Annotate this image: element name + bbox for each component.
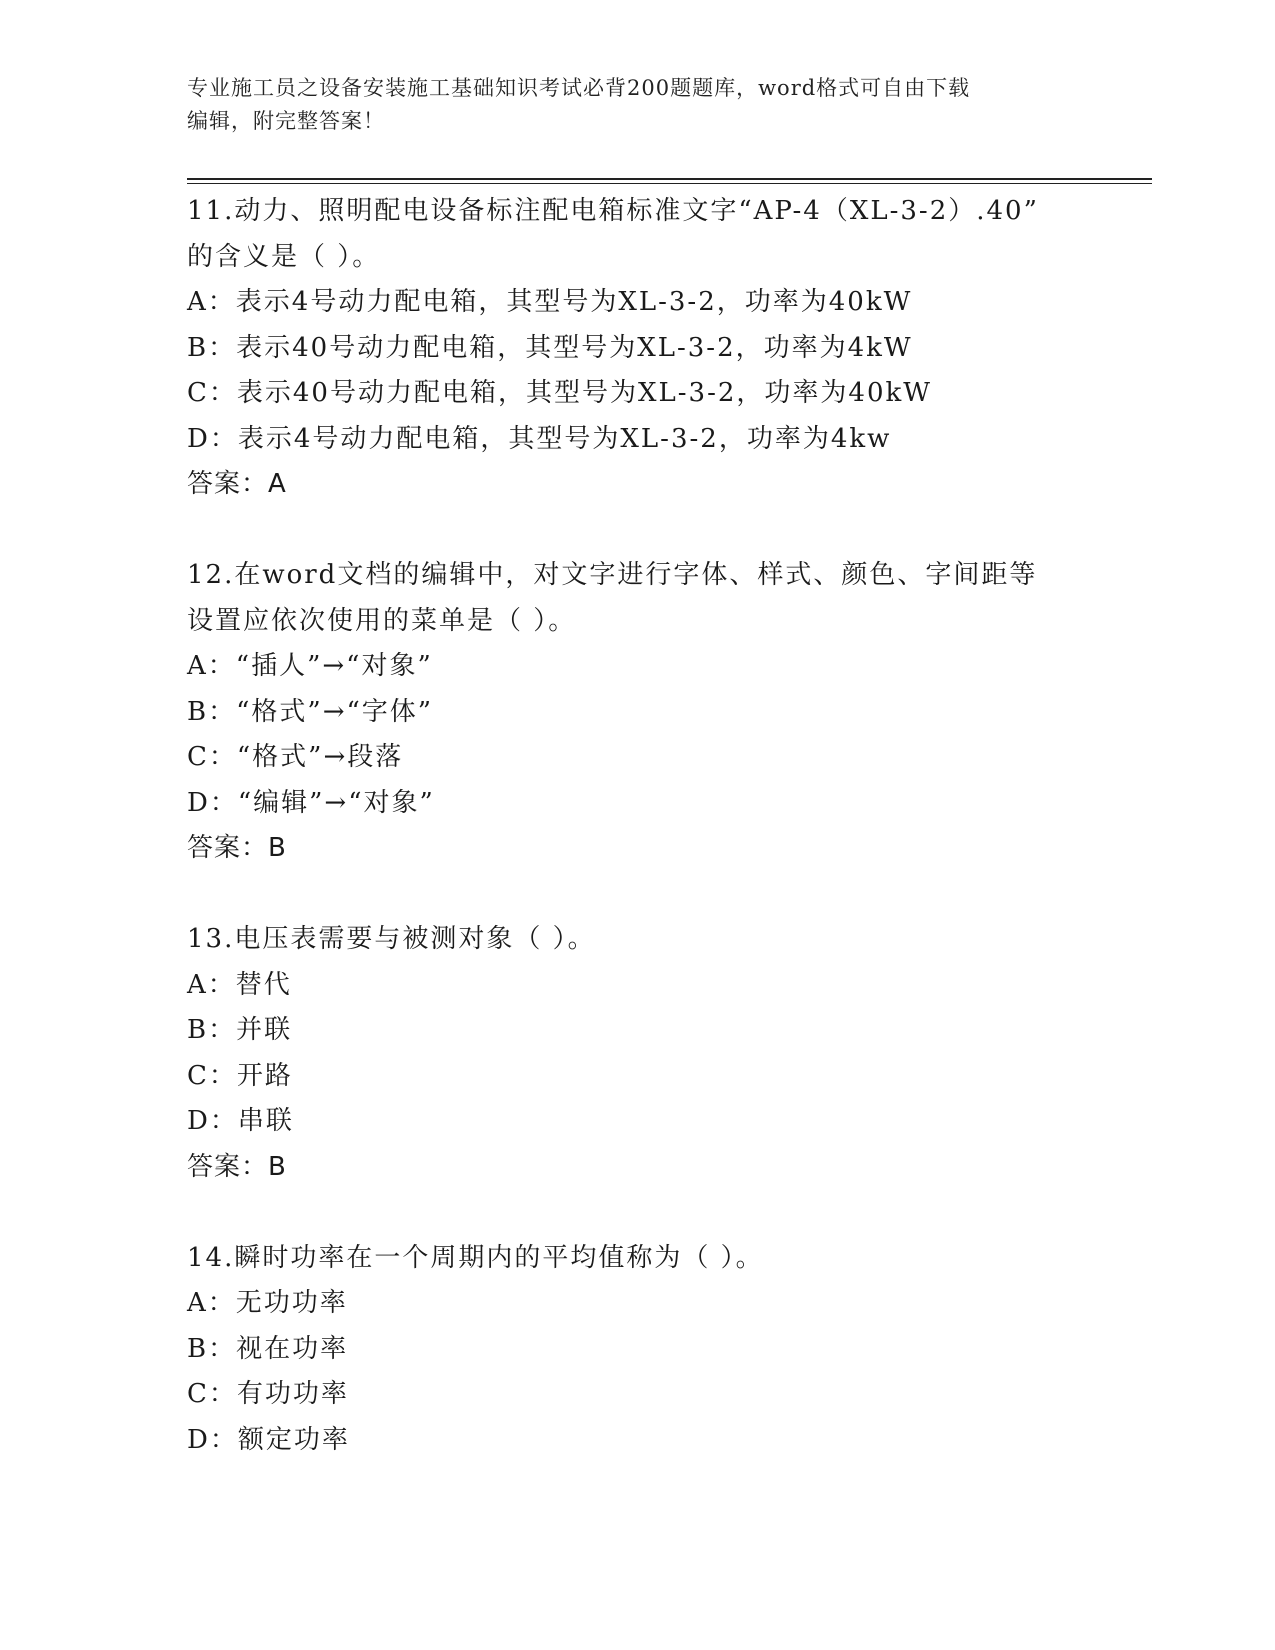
question-spacer [187,1190,1087,1236]
option-a: A：无功功率 [187,1288,348,1318]
question-spacer [187,508,1087,554]
option-b: B：表示40号动力配电箱，其型号为XL-3-2，功率为4kW [187,332,913,363]
question-spacer [187,872,1087,918]
header-rule-thin [187,183,1152,184]
header-rule-thick [187,178,1152,180]
option-c: C：开路 [187,1060,293,1091]
option-b: B：“格式”→“字体” [187,696,434,727]
option-d: D：额定功率 [187,1424,350,1455]
question-12 [187,553,1087,872]
option-d: D：表示4号动力配电箱，其型号为XL-3-2，功率为4kw [187,423,892,454]
question-11 [187,189,1087,508]
option-c: C：表示40号动力配电箱，其型号为XL-3-2，功率为40kW [187,378,932,408]
question-13 [187,917,1087,1190]
option-b: B：视在功率 [187,1333,349,1364]
header-line-1: 专业施工员之设备安装施工基础知识考试必背200题题库，word格式可自由下载 [187,76,971,100]
header-line-2: 编辑，附完整答案！ [187,109,385,133]
question-stem: 13.电压表需要与被测对象（ ）。 [187,924,596,954]
question-stem: 14.瞬时功率在一个周期内的平均值称为（ ）。 [187,1242,764,1273]
answer: 答案：B [187,833,287,863]
option-d: D：“编辑”→“对象” [187,787,435,818]
option-a: A：替代 [187,969,292,1000]
answer: 答案：B [187,1151,287,1182]
document-header [187,72,1067,138]
option-d: D：串联 [187,1106,294,1136]
option-b: B：并联 [187,1015,293,1045]
option-a: A：“插人”→“对象” [187,651,433,681]
question-stem-continued: 的含义是（ ）。 [187,241,381,272]
question-list [187,189,1087,1463]
question-14 [187,1236,1087,1464]
question-stem: 11.动力、照明配电设备标注配电箱标准文字“AP-4（XL-3-2）.40” [187,196,1039,226]
question-stem: 12.在word文档的编辑中，对文字进行字体、样式、颜色、字间距等 [187,560,1038,590]
option-c: C：“格式”→段落 [187,742,404,772]
question-stem-continued: 设置应依次使用的菜单是（ ）。 [187,605,577,636]
option-c: C：有功功率 [187,1379,349,1409]
answer: 答案：A [187,469,287,499]
option-a: A：表示4号动力配电箱，其型号为XL-3-2，功率为40kW [187,287,913,317]
